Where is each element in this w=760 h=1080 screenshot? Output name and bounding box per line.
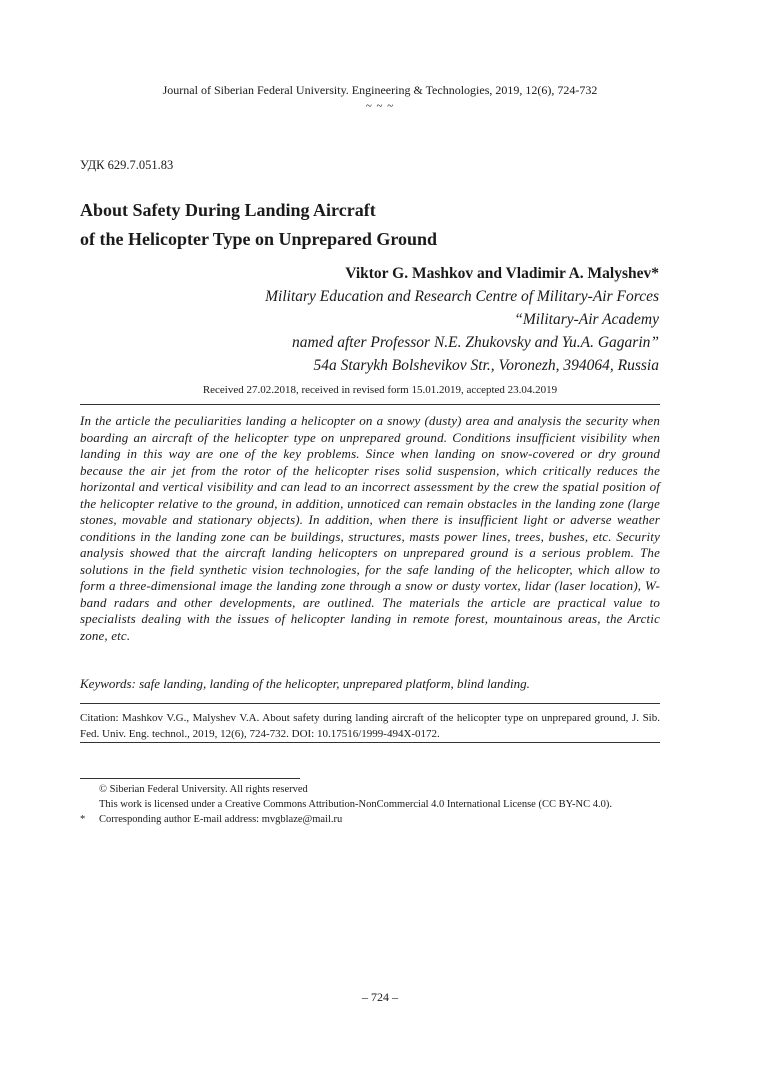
corresponding-text: Corresponding author E-mail address: mvgblaze@mail.ru: [99, 814, 343, 825]
copyright-text: © Siberian Federal University. All rights reserved: [99, 784, 308, 795]
udk-code: УДК 629.7.051.83: [80, 158, 174, 172]
keywords: Keywords: safe landing, landing of the helicopter, unprepared platform, blind landing.: [80, 676, 530, 691]
affiliation-line-2: “Military-Air Academy: [514, 311, 659, 328]
license-text: This work is licensed under a Creative Commons Attribution-NonCommercial 4.0 International License (CC BY-NC 4.0).: [99, 799, 612, 810]
author-names: Viktor G. Mashkov and Vladimir A. Malyshev*: [345, 265, 659, 282]
affiliation-line-3: named after Professor N.E. Zhukovsky and Yu.A. Gagarin”: [292, 334, 659, 351]
abstract-top-rule: [80, 404, 660, 405]
footnote-rule: [80, 778, 300, 779]
title-line-2: of the Helicopter Type on Unprepared Ground: [80, 229, 438, 249]
citation-bottom-rule: [80, 742, 660, 743]
header-ornament: ~ ~ ~: [365, 100, 395, 112]
citation: Citation: Mashkov V.G., Malyshev V.A. About safety during landing aircraft of the helicopter type on unprepared ground, J. Sib. Fed. Univ. Eng. technol., 2019, 12(6), 724-732. DOI: 10.17516/1999-494X-0172.: [80, 712, 660, 740]
footnote-license: [80, 798, 680, 812]
title-line-1: About Safety During Landing Aircraft: [80, 200, 376, 220]
received-dates: Received 27.02.2018, received in revised form 15.01.2019, accepted 23.04.2019: [202, 384, 558, 396]
abstract: In the article the peculiarities landing a helicopter on a snowy (dusty) area and analysis the security when boarding an aircraft of the helicopter type on unprepared ground. Conditions insufficient visibility when landing in this way are one of the key problems. Since when landing on snow-covered or dry ground because the air jet from the rotor of the helicopter rises solid suspension, which critically reduces the horizontal and vertical visibility and can lead to an incorrect assessment by the crew the spatial position of the helicopter relative to the ground, in addition, unnoticed can remain obstacles in the landing zone (large stones, movable and stationary objects). In addition, when there is insufficient light or adverse weather conditions in the landing zone can be buildings, structures, masts power lines, trees, bushes, etc. Security analysis showed that the aircraft landing helicopters on unprepared ground is a serious problem. The solutions in the field synthetic vision technologies, for the safe landing of the helicopter, which allow to form a three-dimensional image the landing zone through a snow or dusty vortex, lidar (laser location), W-band radars and other developments, are outlined. The materials the article are practical value to specialists dealing with the issues of helicopter landing in remote forest, mountainous areas, the Arctic zone, etc.: [80, 413, 660, 643]
footnote-copyright: [80, 783, 680, 797]
affiliation-line-1: Military Education and Research Centre of Military-Air Forces: [265, 288, 659, 305]
citation-top-rule: [80, 703, 660, 704]
footnote-star: *: [80, 814, 86, 825]
page-number: – 724 –: [362, 990, 398, 1004]
footnote-corresponding: [80, 813, 680, 827]
affiliation-line-4: 54a Starykh Bolshevikov Str., Voronezh, 394064, Russia: [313, 357, 659, 374]
journal-header: Journal of Siberian Federal University. Engineering & Technologies, 2019, 12(6), 724-732: [162, 83, 598, 97]
paper-title: [80, 196, 680, 254]
author-block: [265, 262, 659, 377]
